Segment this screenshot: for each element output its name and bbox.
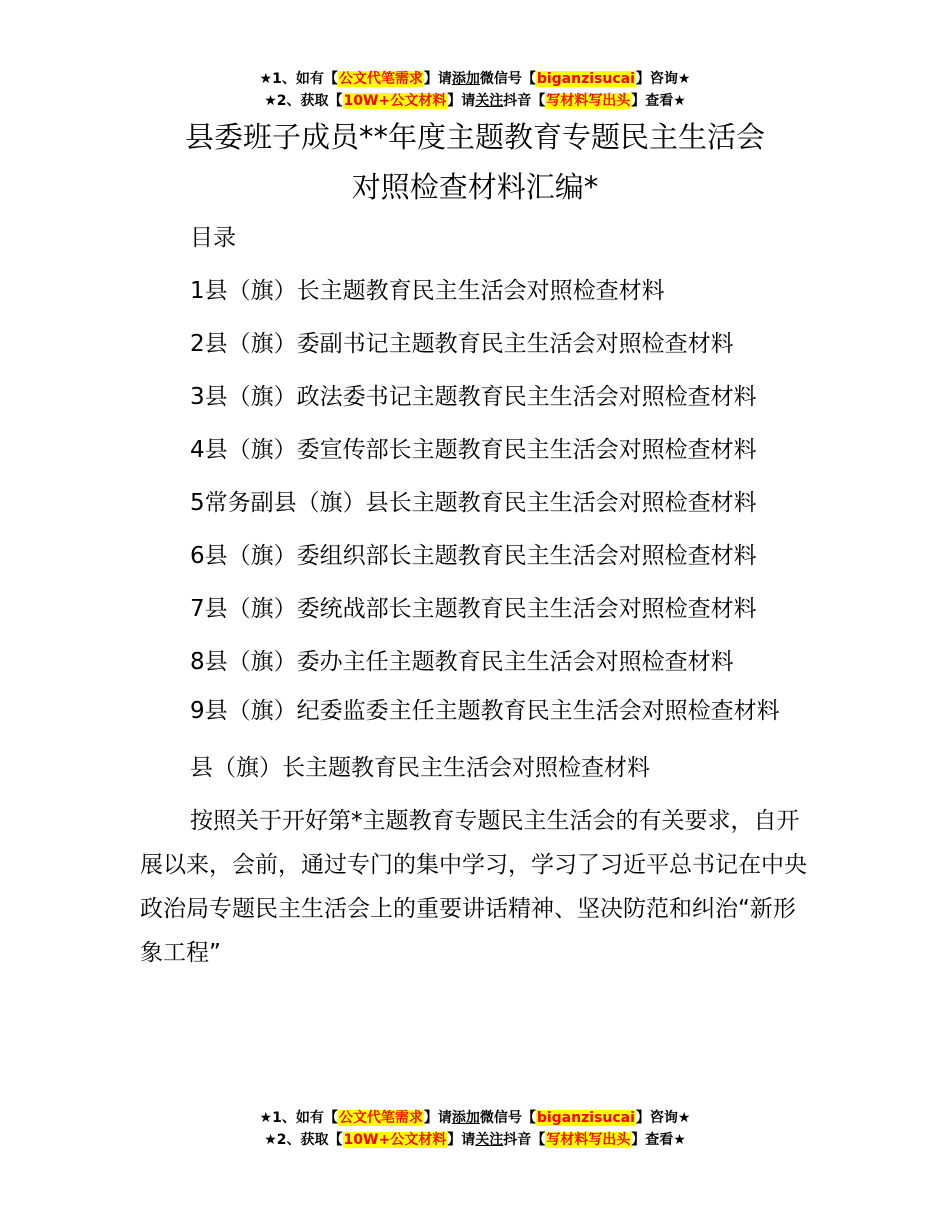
- banner-line-1: [0, 1107, 950, 1129]
- star-icon: ★: [259, 71, 273, 87]
- highlight-ghostwriting: 公文代笔需求: [338, 1110, 423, 1126]
- table-of-contents: [140, 265, 812, 733]
- wechat-id: biganzisucai: [536, 1110, 635, 1126]
- toc-item: 9县（旗）纪委监委主任主题教育民主生活会对照检查材料: [190, 698, 780, 724]
- banner-text: 】请: [423, 1110, 452, 1126]
- banner-text: 】请: [447, 93, 476, 109]
- douyin-account: 写材料写出头: [546, 93, 631, 109]
- title-line-1: 县委班子成员**年度主题教育专题民主生活会: [184, 120, 765, 154]
- star-icon: ★: [677, 1110, 691, 1126]
- star-icon: ★: [677, 71, 691, 87]
- banner-text: 1、如有【: [272, 1110, 338, 1126]
- banner-text: 】咨询: [635, 71, 678, 87]
- document-title: [0, 112, 950, 212]
- banner-line-2: [0, 90, 950, 112]
- star-icon: ★: [673, 93, 686, 109]
- section-heading: 县（旗）长主题教育民主生活会对照检查材料: [190, 755, 650, 781]
- douyin-account: 写材料写出头: [546, 1132, 631, 1148]
- toc-item: 5常务副县（旗）县长主题教育民主生活会对照检查材料: [190, 490, 757, 516]
- toc-heading: 目录: [190, 225, 236, 251]
- star-icon: ★: [673, 1132, 686, 1148]
- banner-text-underlined: 添加: [451, 71, 480, 87]
- banner-text: 抖音【: [503, 93, 546, 109]
- toc-item: 8县（旗）委办主任主题教育民主生活会对照检查材料: [190, 649, 734, 675]
- document-body: [140, 212, 812, 975]
- body-paragraph: 按照关于开好第*主题教育专题民主生活会的有关要求，自开展以来，会前，通过专门的集中学习，学习了习近平总书记在中央政治局专题民主生活会上的重要讲话精神、坚决防范和纠治“新形象工程”: [140, 808, 807, 966]
- toc-item: 7县（旗）委统战部长主题教育民主生活会对照检查材料: [190, 596, 757, 622]
- banner-text: 1、如有【: [272, 71, 338, 87]
- highlight-materials: 10W+公文材料: [343, 93, 447, 109]
- banner-text: 】查看: [631, 93, 674, 109]
- header-banner: [0, 68, 950, 112]
- banner-text-underlined: 关注: [475, 1132, 504, 1148]
- banner-text: 微信号【: [479, 1110, 536, 1126]
- banner-text: 】请: [447, 1132, 476, 1148]
- toc-item: 2县（旗）委副书记主题教育民主生活会对照检查材料: [190, 331, 734, 357]
- banner-line-1: [0, 68, 950, 90]
- star-icon: ★: [264, 93, 277, 109]
- banner-text: 】请: [423, 71, 452, 87]
- title-line-2: 对照检查材料汇编*: [351, 170, 599, 204]
- footer-banner: [0, 1107, 950, 1151]
- banner-text: 】咨询: [635, 1110, 678, 1126]
- banner-text: 抖音【: [503, 1132, 546, 1148]
- highlight-ghostwriting: 公文代笔需求: [338, 71, 423, 87]
- banner-text: 】查看: [631, 1132, 674, 1148]
- banner-line-2: [0, 1129, 950, 1151]
- star-icon: ★: [259, 1110, 273, 1126]
- wechat-id: biganzisucai: [536, 71, 635, 87]
- toc-item: 1县（旗）长主题教育民主生活会对照检查材料: [190, 278, 665, 304]
- banner-text: 2、获取【: [276, 1132, 343, 1148]
- toc-item: 6县（旗）委组织部长主题教育民主生活会对照检查材料: [190, 543, 757, 569]
- banner-text-underlined: 关注: [475, 93, 504, 109]
- toc-item: 3县（旗）政法委书记主题教育民主生活会对照检查材料: [190, 384, 757, 410]
- star-icon: ★: [264, 1132, 277, 1148]
- banner-text: 微信号【: [479, 71, 536, 87]
- toc-item: 4县（旗）委宣传部长主题教育民主生活会对照检查材料: [190, 437, 757, 463]
- banner-text-underlined: 添加: [451, 1110, 480, 1126]
- banner-text: 2、获取【: [276, 93, 343, 109]
- highlight-materials: 10W+公文材料: [343, 1132, 447, 1148]
